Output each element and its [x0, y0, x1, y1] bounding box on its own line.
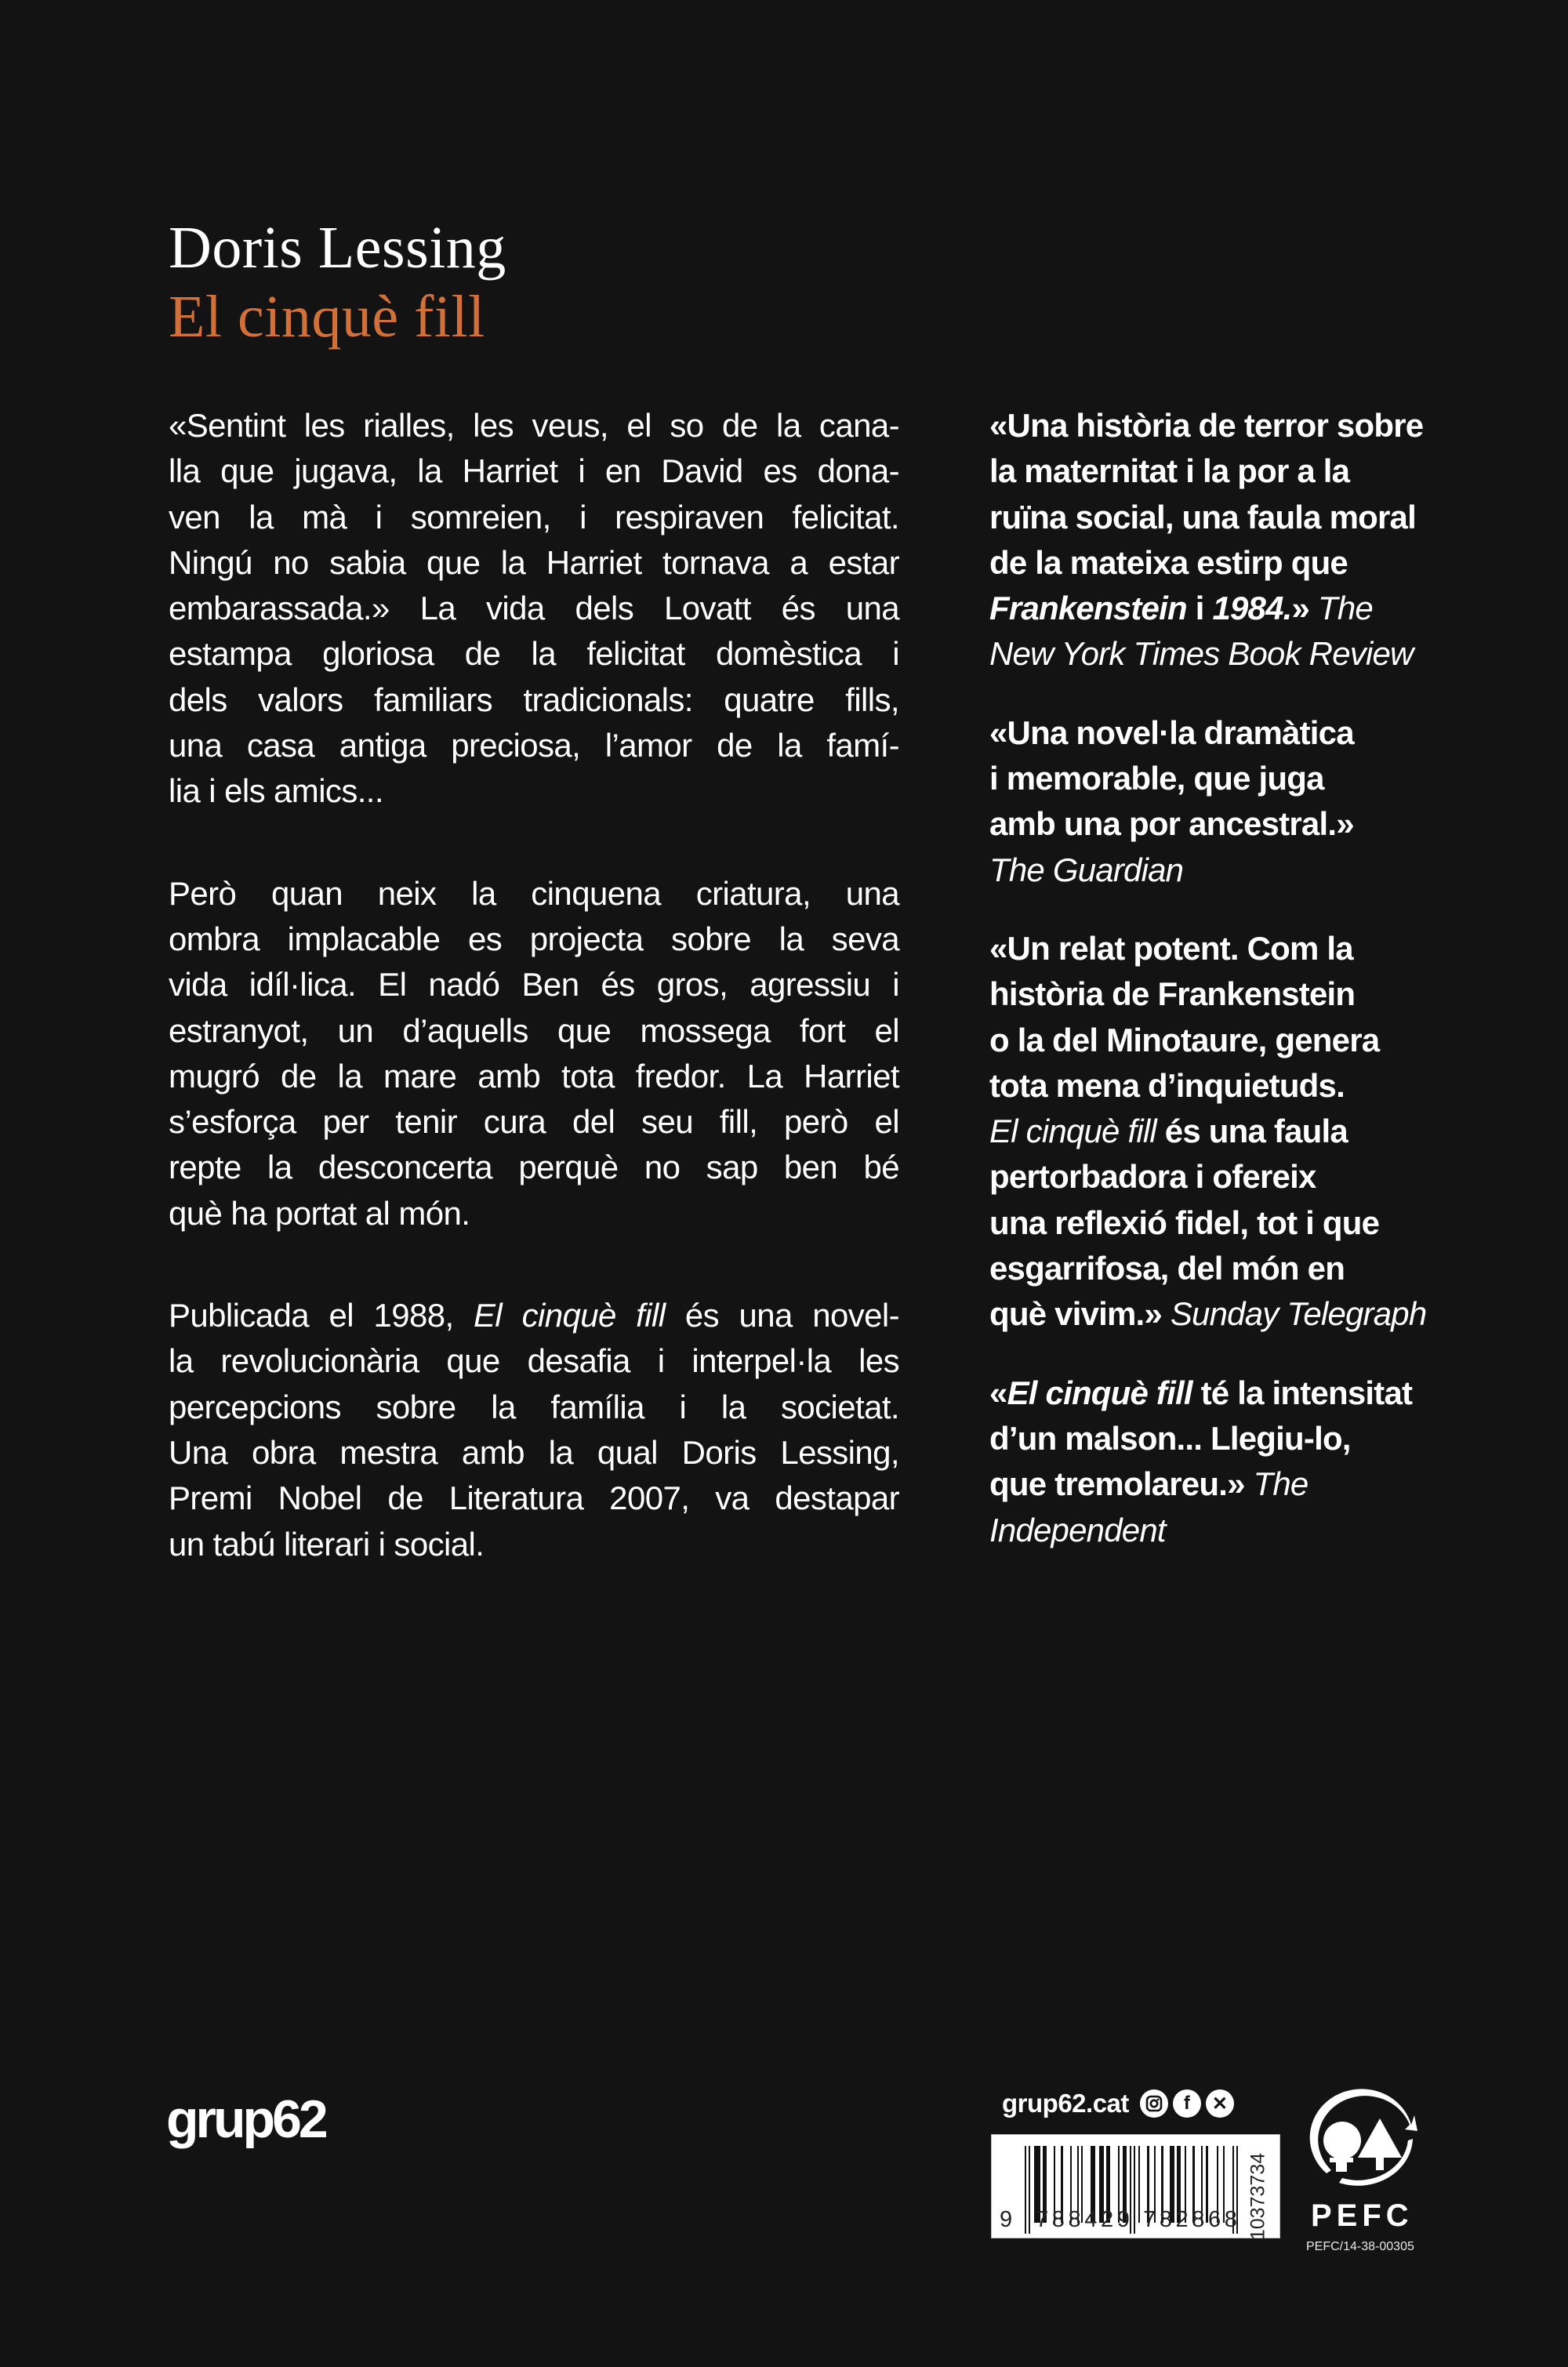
review-sunday-telegraph — [989, 926, 1491, 1338]
review-line: que tremolareu.» The — [989, 1465, 1308, 1503]
synopsis-paragraph-1 — [169, 403, 899, 815]
synopsis-line: ven la mà i somreien, i respiraven felicitat. — [169, 498, 899, 535]
facebook-icon[interactable]: f — [1173, 2089, 1201, 2118]
synopsis-line: Una obra mestra amb la qual Doris Lessing, — [169, 1433, 899, 1471]
synopsis-line: Ningú no sabia que la Harriet tornava a estar — [169, 543, 899, 581]
review-line: una reflexió fidel, tot i que — [989, 1203, 1380, 1241]
synopsis-line: «Sentint les rialles, les veus, el so de la cana- — [169, 407, 899, 444]
synopsis-paragraph-2 — [169, 871, 899, 1236]
synopsis-line: estranyot, un d’aquells que mossega fort el — [169, 1011, 899, 1049]
synopsis-line: lia i els amics... — [169, 772, 383, 810]
synopsis-line: Publicada el 1988, El cinquè fill és una novel- — [169, 1297, 899, 1334]
review-source: Sunday Telegraph — [1161, 1295, 1427, 1333]
cover-header — [169, 213, 506, 351]
review-line: què vivim.» Sunday Telegraph — [989, 1295, 1427, 1333]
review-line: «Una història de terror sobre — [989, 407, 1424, 444]
review-independent — [989, 1370, 1491, 1553]
author-name: Doris Lessing — [169, 215, 506, 281]
synopsis-line: percepcions sobre la família i la societat. — [169, 1388, 899, 1425]
x-icon[interactable]: ✕ — [1206, 2089, 1234, 2118]
barcode-digits: 9 788429 782868 — [1000, 2207, 1241, 2232]
social-icons — [1140, 2089, 1234, 2118]
synopsis-line: lla que jugava, la Harriet i en David es dona- — [169, 452, 899, 490]
review-source: The — [1309, 590, 1373, 627]
review-line: esgarrifosa, del món en — [989, 1250, 1345, 1287]
synopsis-line: ombra implacable es projecta sobre la seva — [169, 920, 899, 957]
review-line: Frankenstein i 1984.» The — [989, 590, 1373, 627]
pefc-trees-icon — [1295, 2079, 1436, 2197]
synopsis-line: una casa antiga preciosa, l’amor de la famí- — [169, 727, 899, 764]
synopsis-line: què ha portat al món. — [169, 1194, 470, 1232]
review-line: de la mateixa estirp que — [989, 543, 1348, 581]
review-line: El cinquè fill és una faula — [989, 1113, 1348, 1150]
review-line: ruïna social, una faula moral — [989, 498, 1416, 535]
book-title-italic: El cinquè fill — [473, 1297, 666, 1334]
review-line: i memorable, que juga — [989, 760, 1324, 797]
synopsis-line: Premi Nobel de Literatura 2007, va destapar — [169, 1479, 899, 1517]
review-line: història de Frankenstein — [989, 975, 1356, 1013]
synopsis-line: dels valors familiars tradicionals: quatre fills, — [169, 681, 899, 718]
review-line: d’un malson... Llegiu-lo, — [989, 1419, 1351, 1457]
review-guardian — [989, 710, 1491, 893]
synopsis-line: un tabú literari i social. — [169, 1525, 485, 1563]
publisher-contact — [1002, 2086, 1234, 2122]
barcode-side-code: 10373734 — [1247, 2152, 1269, 2241]
synopsis-line: vida idíl·lica. El nadó Ben és gros, agressiu i — [169, 966, 899, 1004]
review-line: la maternitat i la por a la — [989, 452, 1350, 490]
synopsis-line: la revolucionària que desafia i interpel·la les — [169, 1342, 899, 1380]
review-line: «Una novel·la dramàtica — [989, 713, 1354, 751]
publisher-logo: grup62 — [166, 2089, 325, 2149]
review-source: The Guardian — [989, 851, 1184, 888]
synopsis — [169, 403, 899, 1567]
synopsis-line: repte la desconcerta perquè no sap ben bé — [169, 1149, 899, 1186]
synopsis-line: mugró de la mare amb tota fredor. La Harriet — [169, 1057, 899, 1095]
isbn-barcode — [991, 2134, 1280, 2241]
review-line: pertorbadora i ofereix — [989, 1158, 1316, 1196]
synopsis-line: Però quan neix la cinquena criatura, una — [169, 874, 899, 912]
instagram-icon[interactable] — [1140, 2089, 1168, 2118]
review-line: «Un relat potent. Com la — [989, 929, 1353, 967]
synopsis-paragraph-3 — [169, 1293, 899, 1567]
reviews — [989, 403, 1491, 1553]
website-link[interactable]: grup62.cat — [1002, 2089, 1129, 2118]
pefc-logo-text: PEFC — [1311, 2198, 1414, 2233]
review-line: tota mena d’inquietuds. — [989, 1066, 1345, 1104]
review-line: o la del Minotaure, genera — [989, 1021, 1380, 1058]
synopsis-line: s’esforça per tenir cura del seu fill, però el — [169, 1103, 899, 1141]
review-source: New York Times Book Review — [989, 635, 1414, 673]
review-line: «El cinquè fill té la intensitat — [989, 1374, 1413, 1411]
pefc-code: PEFC/14-38-00305 — [1306, 2240, 1414, 2253]
review-line: amb una por ancestral.» — [989, 805, 1354, 843]
review-source: The — [1244, 1465, 1308, 1503]
review-source: Independent — [989, 1511, 1166, 1548]
synopsis-line: embarassada.» La vida dels Lovatt és una — [169, 590, 899, 627]
synopsis-line: estampa gloriosa de la felicitat domèstica i — [169, 635, 899, 673]
pefc-certification — [1295, 2079, 1436, 2253]
review-nyt — [989, 403, 1491, 677]
book-title: El cinquè fill — [169, 284, 485, 350]
